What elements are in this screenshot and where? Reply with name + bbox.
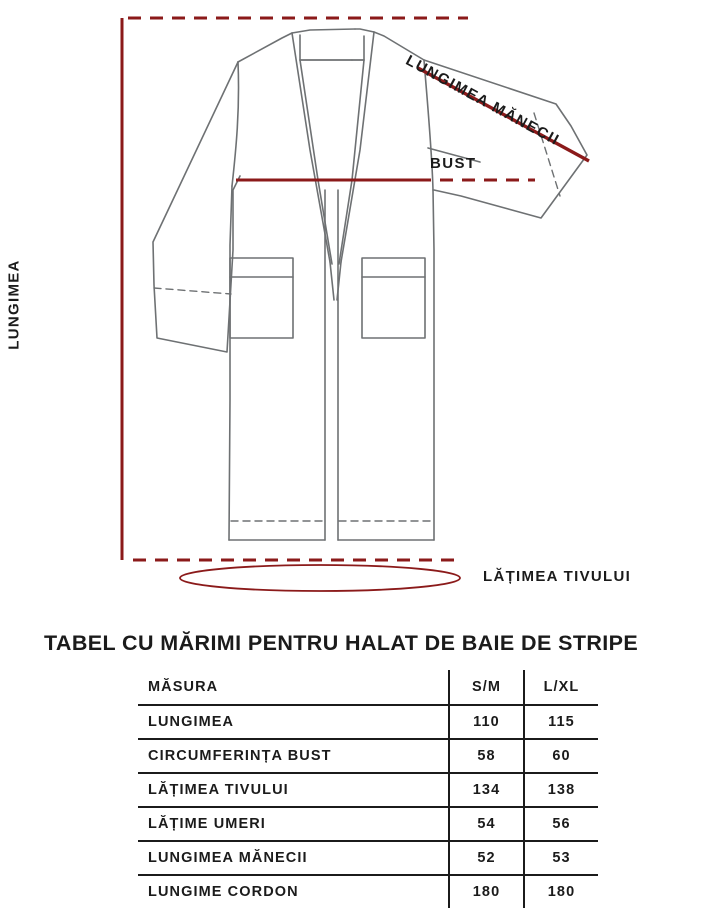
table-row xyxy=(138,739,598,773)
left-cuff-stitch xyxy=(154,288,231,294)
left-shoulder-slope xyxy=(238,33,292,62)
pocket-left xyxy=(230,258,293,338)
row-value-lxl: 138 xyxy=(524,773,598,807)
row-value-sm: 110 xyxy=(449,705,524,739)
left-sleeve xyxy=(153,62,240,352)
collar-outer-left xyxy=(292,29,355,33)
row-measure-label: LUNGIME CORDON xyxy=(148,884,299,900)
table-header-row xyxy=(138,670,598,705)
hem-width-ellipse xyxy=(180,565,460,591)
label-sleeve-length: LUNGIMEA MĂNECII xyxy=(402,52,563,150)
row-value-lxl: 115 xyxy=(524,705,598,739)
row-value-sm: 58 xyxy=(449,739,524,773)
lapel-left-inner xyxy=(300,60,332,264)
table-row xyxy=(138,773,598,807)
size-chart-body xyxy=(138,670,598,908)
measurement-lines xyxy=(122,18,589,591)
row-value-sm: 54 xyxy=(449,807,524,841)
row-value-sm: 134 xyxy=(449,773,524,807)
row-measure-label: CIRCUMFERINȚA BUST xyxy=(138,739,449,773)
lapel-left-outer xyxy=(292,33,330,262)
row-measure-label: LUNGIMEA MĂNECII xyxy=(138,841,449,875)
body-left-edge xyxy=(229,186,232,540)
lapel-right-outer xyxy=(341,32,374,262)
page-title: TABEL CU MĂRIMI PENTRU HALAT DE BAIE DE STRIPE xyxy=(44,631,639,655)
label-hem-width: LĂȚIMEA TIVULUI xyxy=(483,568,632,585)
label-bust: BUST xyxy=(430,155,477,172)
lapel-cross-detail xyxy=(330,262,334,300)
collar-band xyxy=(300,35,352,60)
row-measure-label: LĂȚIMEA TIVULUI xyxy=(138,773,449,807)
label-length: LUNGIMEA xyxy=(5,259,23,350)
pocket-right xyxy=(362,258,425,338)
collar-band-right xyxy=(352,36,364,60)
table-row xyxy=(138,705,598,739)
size-chart-table xyxy=(138,670,598,908)
row-value-lxl: 53 xyxy=(524,841,598,875)
left-armhole xyxy=(232,62,239,186)
row-measure-label: LĂȚIME UMERI xyxy=(138,807,449,841)
row-value-sm: 180 xyxy=(449,875,524,908)
collar-outer-right xyxy=(355,29,374,32)
row-value-lxl: 56 xyxy=(524,807,598,841)
column-header-measure: MĂSURA xyxy=(138,670,449,705)
table-row xyxy=(138,875,598,908)
row-value-lxl: 60 xyxy=(524,739,598,773)
row-measure-label: LUNGIMEA xyxy=(138,705,449,739)
lapel-right-inner xyxy=(339,60,364,264)
body-right-edge xyxy=(433,190,434,540)
row-value-lxl: 180 xyxy=(524,875,598,908)
robe-outline xyxy=(153,29,587,540)
column-header-lxl: L/XL xyxy=(524,670,598,705)
table-row xyxy=(138,807,598,841)
row-value-sm: 52 xyxy=(449,841,524,875)
table-row xyxy=(138,841,598,875)
column-header-sm: S/M xyxy=(449,670,524,705)
